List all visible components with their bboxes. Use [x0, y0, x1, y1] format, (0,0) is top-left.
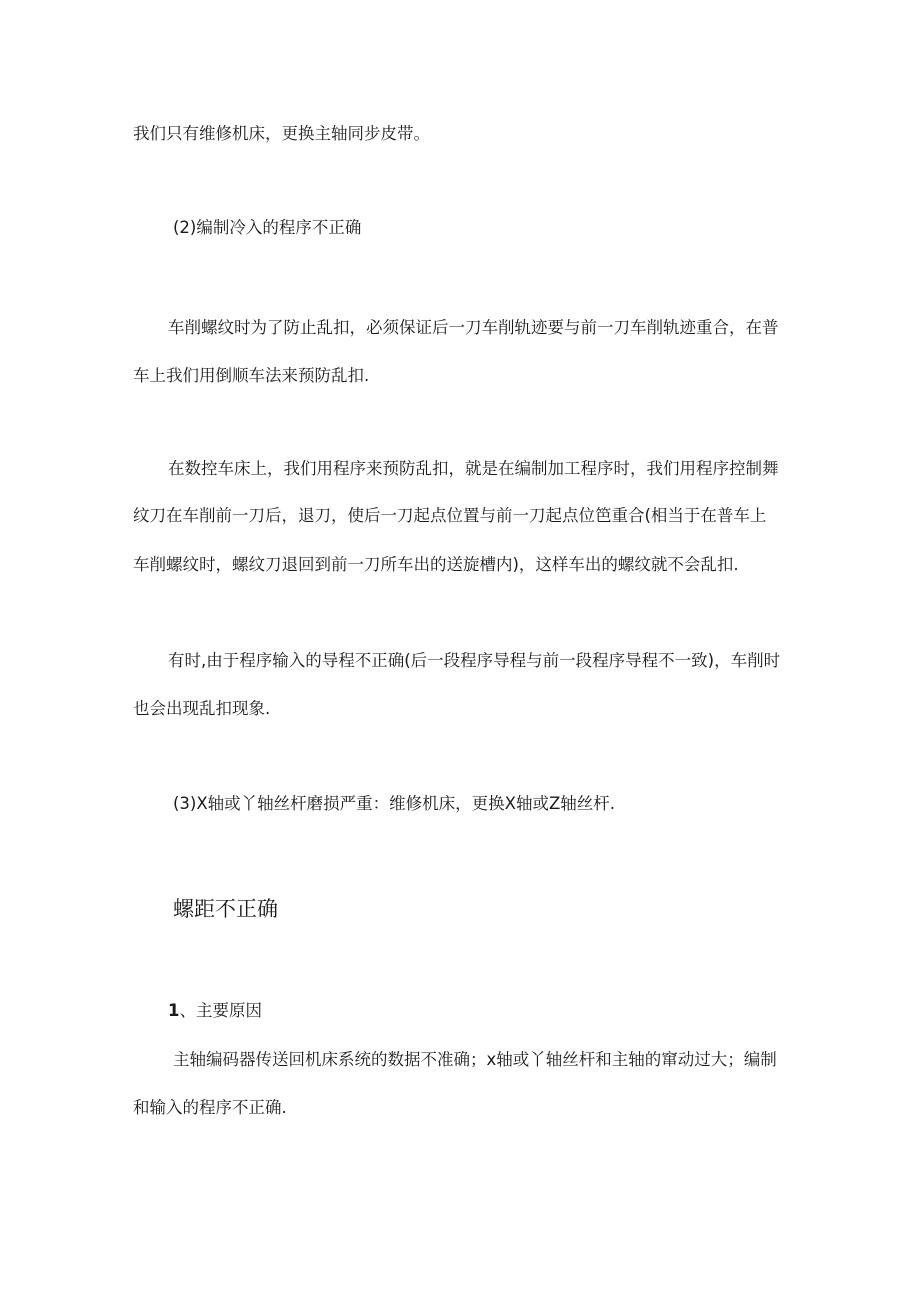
paragraph-line: 在数控车床上，我们用程序来预防乱扣，就是在编制加工程序时，我们用程序控制舞: [168, 459, 779, 478]
paragraph-line: 有时,由于程序输入的导程不正确(后一段程序导程与前一段程序导程不一致)，车削时: [168, 651, 781, 670]
paragraph-line: 和输入的程序不正确.: [133, 1098, 287, 1117]
section-heading: 螺距不正确: [173, 897, 278, 921]
section-title: [168, 1001, 262, 1021]
paragraph-line: 我们只有维修机床，更换主轴同步皮带。: [133, 124, 430, 143]
subheading-screw-wear: (3)X轴或丫轴丝杆磨损严重：维修机床，更换X轴或Z轴丝杆.: [173, 794, 616, 813]
paragraph-line: 车削螺纹时，螺纹刀退回到前一刀所车出的送旋槽内)，这样车出的螺纹就不会乱扣.: [133, 555, 739, 574]
paragraph-line: 主轴编码器传送回机床系统的数据不准确；x轴或丫轴丝杆和主轴的窜动过大；编制: [173, 1050, 777, 1069]
section-title-text: 、主要原因: [179, 1001, 262, 1020]
subheading-cold-input: (2)编制冷入的程序不正确: [173, 218, 362, 237]
paragraph-line: 纹刀在车削前一刀后，退刀，使后一刀起点位置与前一刀起点位笆重合(相当于在普车上: [133, 506, 767, 525]
paragraph-line: 也会出现乱扣现象.: [133, 699, 271, 718]
section-number: 1: [168, 1001, 180, 1020]
paragraph-line: 车削螺纹时为了防止乱扣，必须保证后一刀车削轨迹要与前一刀车削轨迹重合，在普: [168, 318, 779, 337]
paragraph-line: 车上我们用倒顺车法来预防乱扣.: [133, 366, 370, 385]
